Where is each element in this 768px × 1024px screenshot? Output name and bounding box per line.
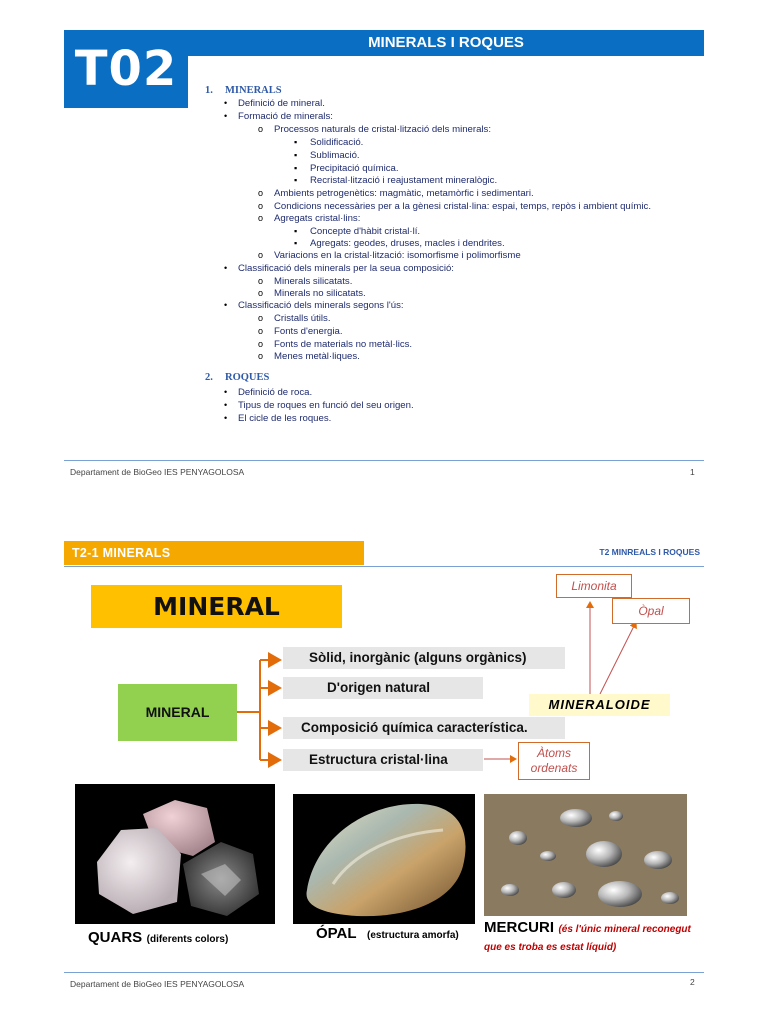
property-natural: D'origen natural <box>283 677 483 699</box>
opal-name: ÓPAL <box>316 925 357 942</box>
page-number: 1 <box>690 467 695 477</box>
quars-photo <box>75 784 275 924</box>
mercury-name: MERCURI <box>484 919 554 936</box>
outline-item: Classificació dels minerals per la seua composició: <box>238 263 454 274</box>
page-title: MINERALS I ROQUES <box>188 30 704 56</box>
outline-item: Formació de minerals: <box>238 111 333 122</box>
outline-item: Recristal·lització i reajustament mineralògic. <box>310 175 498 186</box>
section-heading: MINERALS <box>225 85 282 96</box>
opal-photo <box>293 794 475 924</box>
outline-item: Fonts de materials no metàl·lics. <box>274 339 413 350</box>
callout-opal: Òpal <box>612 598 690 624</box>
mineraloide-label: MINERALOIDE <box>529 694 670 716</box>
quars-caption <box>88 929 228 947</box>
section-header-right: T2 MINREALS I ROQUES <box>599 547 700 557</box>
property-crystal: Estructura cristal·lina <box>283 749 483 771</box>
outline-item: Cristalls útils. <box>274 313 331 324</box>
section-heading: ROQUES <box>225 372 270 383</box>
section-number: 1. <box>205 85 213 96</box>
callout-atoms: Àtoms ordenats <box>518 742 590 780</box>
outline-item: Tipus de roques en funció del seu origen. <box>238 400 414 411</box>
quars-note: (diferents colors) <box>146 934 229 945</box>
topic-code: T02 <box>64 30 188 108</box>
outline-item: Classificació dels minerals segons l'ús: <box>238 300 404 311</box>
mercury-photo <box>484 794 687 916</box>
footer-text: Departament de BioGeo IES PENYAGOLOSA <box>70 467 245 477</box>
page-number: 2 <box>690 977 695 987</box>
mineral-heading: MINERAL <box>91 585 342 628</box>
outline-item: Minerals no silicatats. <box>274 288 366 299</box>
mineral-box: MINERAL <box>118 684 237 741</box>
section-tab: T2-1 MINERALS <box>64 541 364 565</box>
footer-rule <box>64 972 704 973</box>
outline-item: Processos naturals de cristal·lització dels minerals: <box>274 124 492 135</box>
outline-item: Menes metàl·liques. <box>274 351 360 362</box>
quars-name: QUARS <box>88 929 143 946</box>
outline-item: Agregats: geodes, druses, macles i dendrites. <box>310 238 505 249</box>
property-solid: Sòlid, inorgànic (alguns orgànics) <box>283 647 565 669</box>
section-number: 2. <box>205 372 213 383</box>
outline-item: Fonts d'energia. <box>274 326 343 337</box>
outline-item: Concepte d'hàbit cristal·lí. <box>310 226 421 237</box>
footer-text: Departament de BioGeo IES PENYAGOLOSA <box>70 979 245 989</box>
outline-item: Solidificació. <box>310 137 364 148</box>
outline-item: Agregats cristal·lins: <box>274 213 361 224</box>
mercury-note: (és l'únic mineral reconegut que es troba es estat líquid) <box>484 924 691 953</box>
outline-item: Ambients petrogenètics: magmàtic, metamòrfic i sedimentari. <box>274 188 534 199</box>
footer-rule <box>64 460 704 461</box>
outline-item: El cicle de les roques. <box>238 413 332 424</box>
mercury-caption <box>484 919 694 955</box>
opal-caption <box>316 925 459 943</box>
outline-item: Sublimació. <box>310 150 360 161</box>
opal-note: (estructura amorfa) <box>367 930 459 941</box>
property-composition: Composició química característica. <box>283 717 565 739</box>
outline-item: Minerals silicatats. <box>274 276 353 287</box>
callout-limonita: Limonita <box>556 574 632 598</box>
outline-item: Definició de mineral. <box>238 98 325 109</box>
outline-item: Precipitació química. <box>310 163 399 174</box>
outline-item: Definició de roca. <box>238 387 313 398</box>
outline-item: Variacions en la cristal·lització: isomorfisme i polimorfisme <box>274 250 521 261</box>
outline-item: Condicions necessàries per a la gènesi cristal·lina: espai, temps, repòs i ambient químic. <box>274 201 651 212</box>
